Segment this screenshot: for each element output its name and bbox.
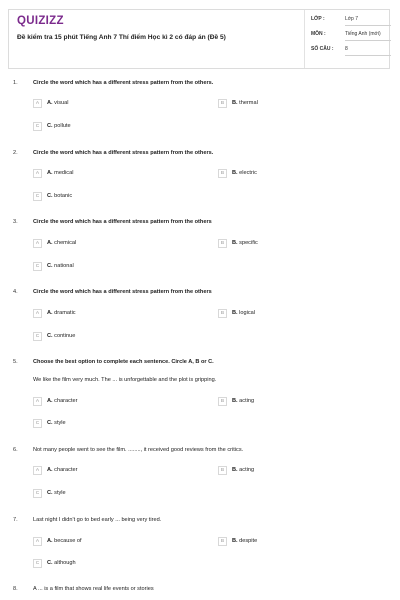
- option-letter-box[interactable]: B: [218, 466, 227, 475]
- option-letter-box[interactable]: B: [218, 537, 227, 546]
- quizizz-logo: QUIZIZZ: [17, 15, 64, 27]
- option-letter-box[interactable]: A: [33, 397, 42, 406]
- question-text: Circle the word which has a different stress pattern from the others.: [33, 80, 214, 86]
- option-letter-box[interactable]: A: [33, 537, 42, 546]
- question-number: 3.: [13, 219, 18, 225]
- option-letter-box[interactable]: A: [33, 466, 42, 475]
- option-letter-box[interactable]: B: [218, 309, 227, 318]
- option-letter-box[interactable]: C: [33, 262, 42, 271]
- option-key: A.: [47, 467, 53, 473]
- meta-count: [311, 46, 385, 52]
- meta-class: [311, 16, 385, 22]
- option-value: character: [54, 398, 78, 404]
- option-value: botanic: [54, 193, 73, 199]
- option-value: medical: [54, 170, 74, 176]
- option-key: A.: [47, 170, 53, 176]
- question-number: 4.: [13, 289, 18, 295]
- option-value: visual: [54, 100, 69, 106]
- option-value: acting: [239, 398, 255, 404]
- question-text: A ... is a film that shows real life events or stories: [33, 586, 154, 592]
- question-text: Circle the word which has a different stress pattern from the others: [33, 219, 212, 225]
- option-letter-box[interactable]: A: [33, 99, 42, 108]
- option-value: specific: [239, 240, 258, 246]
- meta-underline: [345, 40, 391, 41]
- meta-class-label: LỚP :: [311, 16, 325, 22]
- option-key: A.: [47, 100, 53, 106]
- question-text: Circle the word which has a different stress pattern from the others: [33, 289, 212, 295]
- option-value: thermal: [239, 100, 258, 106]
- option-key: B.: [232, 170, 238, 176]
- option-letter-box[interactable]: C: [33, 122, 42, 131]
- meta-class-value: Lớp 7: [345, 16, 359, 22]
- option-value: because of: [54, 538, 82, 544]
- option-key: B.: [232, 398, 238, 404]
- question-text: Circle the word which has a different stress pattern from the others.: [33, 150, 214, 156]
- option-value: logical: [239, 310, 256, 316]
- option-key: B.: [232, 240, 238, 246]
- meta-subject-label: MÔN :: [311, 31, 326, 37]
- option-value: dramatic: [54, 310, 76, 316]
- option-value: continue: [54, 333, 76, 339]
- option-value: chemical: [54, 240, 77, 246]
- option-value: acting: [239, 467, 255, 473]
- option-value: despite: [239, 538, 258, 544]
- option-key: A.: [47, 398, 53, 404]
- question-text: Last night I didn't go to bed early ... being very tired.: [33, 517, 162, 523]
- option-letter-box[interactable]: C: [33, 332, 42, 341]
- question-number: 5.: [13, 359, 18, 365]
- option-key: B.: [232, 100, 238, 106]
- meta-count-value: 8: [345, 46, 348, 52]
- meta-underline: [345, 25, 391, 26]
- option-letter-box[interactable]: B: [218, 397, 227, 406]
- worksheet-header: [8, 9, 390, 69]
- question-number: 2.: [13, 150, 18, 156]
- document-title: Đề kiểm tra 15 phút Tiếng Anh 7 Thí điểm Học kì 2 có đáp án (Đề 5): [17, 34, 226, 41]
- option-key: B.: [232, 310, 238, 316]
- option-value: style: [54, 420, 66, 426]
- option-key: B.: [232, 538, 238, 544]
- option-letter-box[interactable]: C: [33, 559, 42, 568]
- option-value: although: [54, 560, 76, 566]
- question-sentence: We like the film very much. The ... is unforgettable and the plot is gripping.: [33, 377, 217, 383]
- question-text: Not many people went to see the film. ........, it received good reviews from the critics.: [33, 447, 244, 453]
- option-key: B.: [232, 467, 238, 473]
- header-divider: [304, 10, 305, 68]
- option-letter-box[interactable]: B: [218, 99, 227, 108]
- question-number: 1.: [13, 80, 18, 86]
- option-letter-box[interactable]: C: [33, 419, 42, 428]
- question-number: 8.: [13, 586, 18, 592]
- option-value: pollute: [54, 123, 71, 129]
- option-letter-box[interactable]: B: [218, 169, 227, 178]
- option-key: C.: [47, 193, 53, 199]
- meta-underline: [345, 55, 391, 56]
- option-value: character: [54, 467, 78, 473]
- option-letter-box[interactable]: A: [33, 239, 42, 248]
- option-key: A.: [47, 538, 53, 544]
- option-key: A.: [47, 240, 53, 246]
- option-key: C.: [47, 263, 53, 269]
- option-key: C.: [47, 420, 53, 426]
- meta-subject-value: Tiếng Anh (mới): [345, 31, 381, 37]
- option-letter-box[interactable]: A: [33, 309, 42, 318]
- option-letter-box[interactable]: C: [33, 489, 42, 498]
- option-key: C.: [47, 333, 53, 339]
- option-value: national: [54, 263, 74, 269]
- option-value: electric: [239, 170, 257, 176]
- option-key: C.: [47, 123, 53, 129]
- question-number: 7.: [13, 517, 18, 523]
- question-number: 6.: [13, 447, 18, 453]
- meta-count-label: SỐ CÂU :: [311, 46, 334, 52]
- option-letter-box[interactable]: A: [33, 169, 42, 178]
- option-letter-box[interactable]: C: [33, 192, 42, 201]
- option-letter-box[interactable]: B: [218, 239, 227, 248]
- option-key: C.: [47, 560, 53, 566]
- meta-subject: [311, 31, 385, 37]
- option-key: C.: [47, 490, 53, 496]
- option-value: style: [54, 490, 66, 496]
- question-text: Choose the best option to complete each sentence. Circle A, B or C.: [33, 359, 214, 365]
- option-key: A.: [47, 310, 53, 316]
